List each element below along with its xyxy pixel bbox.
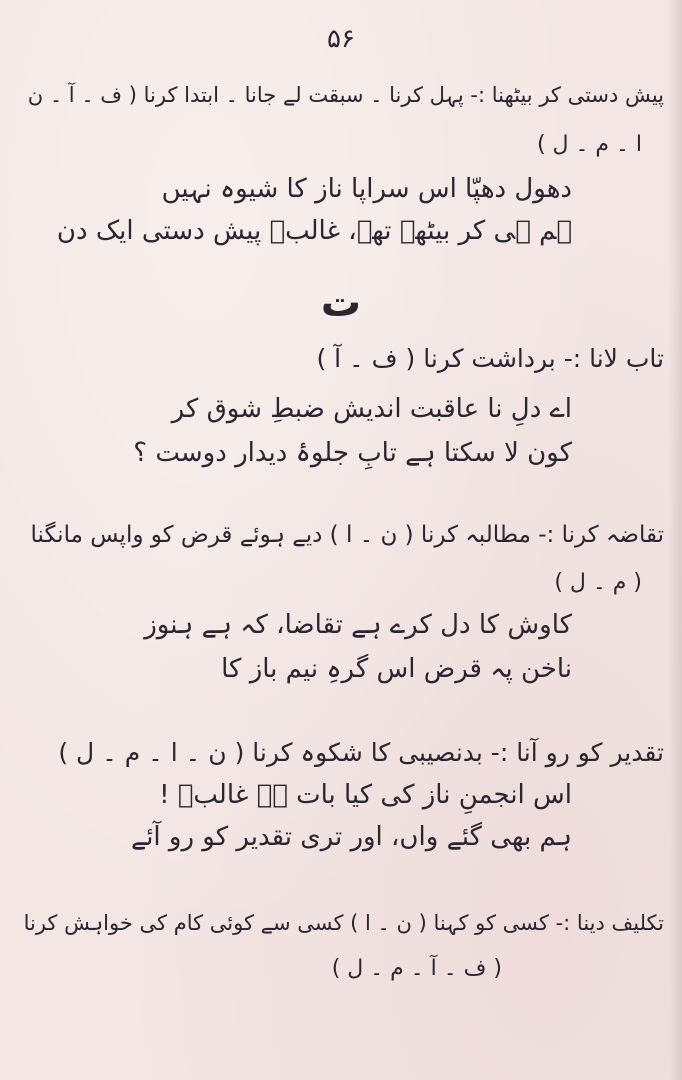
verse-line: کون لا سکتا ہے تابِ جلوۂ دیدار دوست ؟ xyxy=(133,438,572,468)
entry-abbreviation: ( م ۔ ل ) xyxy=(554,570,642,595)
verse-line: اس انجمنِ ناز کی کیا بات ہے غالبؔ ! xyxy=(159,780,572,810)
verse-line: ہم ہی کر بیٹھے تھے، غالبؔ پیش دستی ایک دن xyxy=(56,216,572,246)
entry-headword-takleef-dena: تکلیف دینا :- کسی کو کہنا ( ن ۔ ا ) کسی سے کوئی کام کی خواہش کرنا xyxy=(23,911,664,935)
entry-headword-taqaza-karna: تقاضہ کرنا :- مطالبہ کرنا ( ن ۔ ا ) دیے ہوئے قرض کو واپس مانگنا xyxy=(30,522,664,548)
section-letter: ت xyxy=(320,280,362,326)
verse-line: دھول دھپّا اس سراپا ناز کا شیوہ نہیں xyxy=(161,174,572,204)
entry-headword-taqdeer-ko-ro-aana: تقدیر کو رو آنا :- بدنصیبی کا شکوہ کرنا ( ن ۔ ا ۔ م ۔ ل ) xyxy=(58,738,664,767)
verse-line: کاوش کا دل کرے ہے تقاضا، کہ ہے ہنوز xyxy=(144,610,572,640)
verse-line: ناخن پہ قرض اس گرہِ نیم باز کا xyxy=(221,654,572,684)
entry-abbreviation: ا ۔ م ۔ ل ) xyxy=(536,132,642,157)
page-edge-shadow xyxy=(668,0,682,1080)
entry-abbreviation: ( ف ۔ آ ۔ م ۔ ل ) xyxy=(331,956,502,981)
verse-line: ہم بھی گئے واں، اور تری تقدیر کو رو آئے xyxy=(130,822,572,852)
entry-headword-taab-laana: تاب لانا :- برداشت کرنا ( ف ۔ آ ) xyxy=(316,344,664,373)
verse-line: اے دلِ نا عاقبت اندیش ضبطِ شوق کر xyxy=(171,394,572,424)
entry-headword-pesh-dasti: پیش دستی کر بیٹھنا :- پہل کرنا ۔ سبقت لے جانا ۔ ابتدا کرنا ( ف ۔ آ ۔ ن xyxy=(27,83,664,107)
page-number: ۵۶ xyxy=(327,24,355,54)
